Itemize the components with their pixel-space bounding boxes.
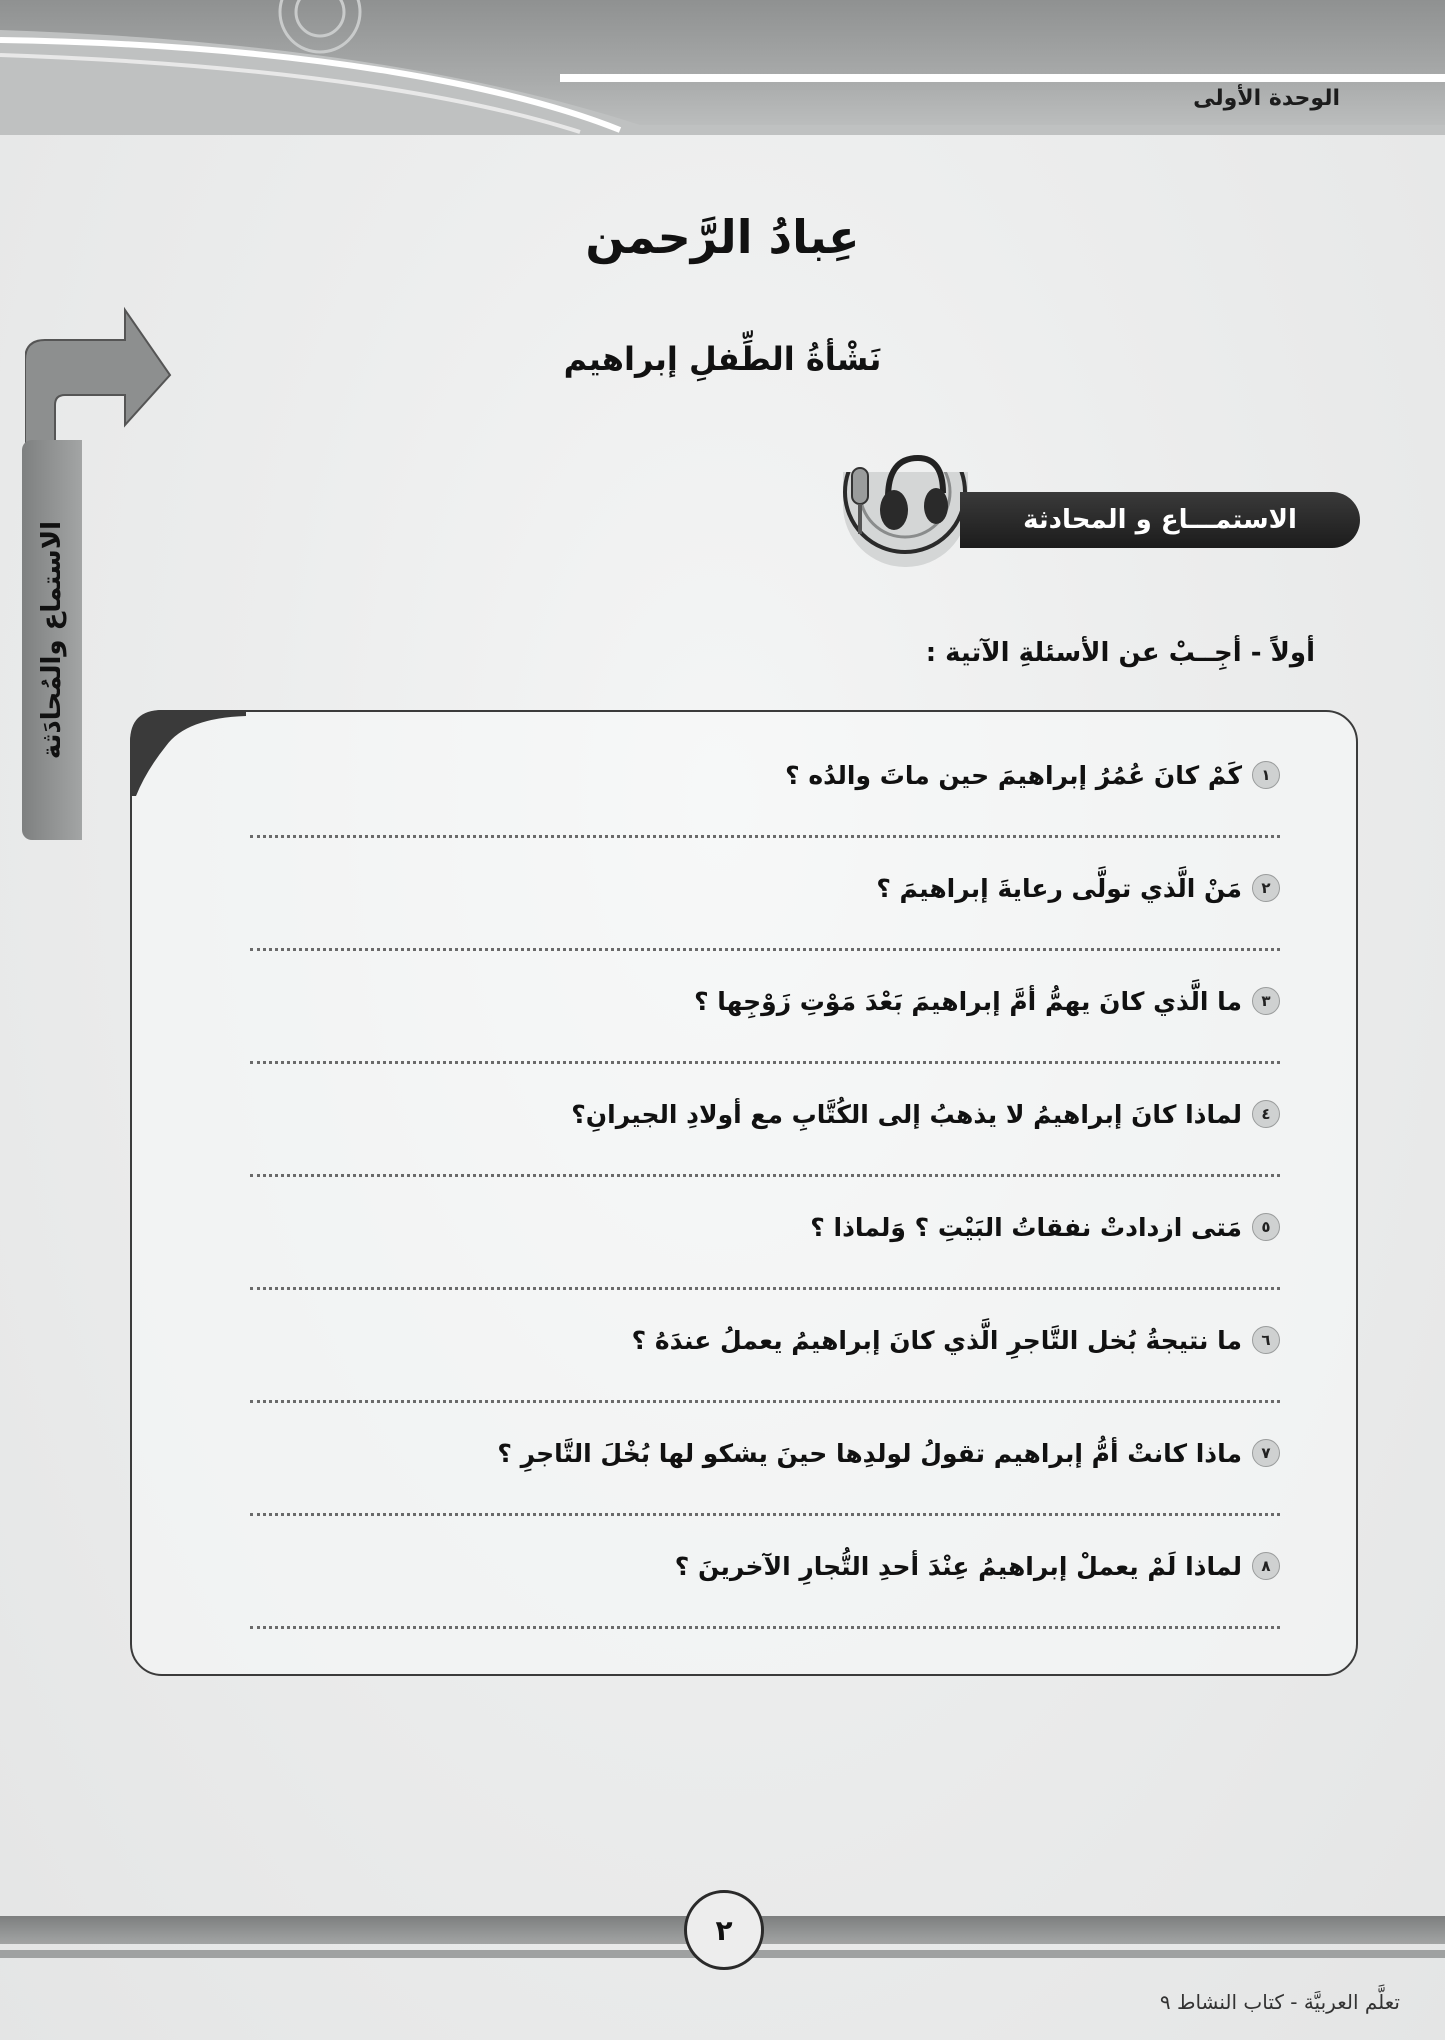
answer-line[interactable] (250, 1400, 1280, 1403)
question-text: مَتى ازدادتْ نفقاتُ البَيْتِ ؟ وَلماذا ؟ (810, 1212, 1242, 1242)
question-text: لماذا لَمْ يعملْ إبراهيمُ عِنْدَ أحدِ التُّجارِ الآخرينَ ؟ (674, 1551, 1242, 1581)
question-item-1 (240, 750, 1280, 863)
question-text: كَمْ كانَ عُمُرُ إبراهيمَ حين ماتَ والدُه ؟ (785, 760, 1242, 790)
question-item-8 (240, 1541, 1280, 1654)
question-item-2 (240, 863, 1280, 976)
page-number: ٢ (684, 1890, 764, 1970)
answer-line[interactable] (250, 835, 1280, 838)
answer-line[interactable] (250, 1174, 1280, 1177)
answer-line[interactable] (250, 1513, 1280, 1516)
question-number: ٥ (1252, 1213, 1280, 1241)
answer-line[interactable] (250, 948, 1280, 951)
question-item-6 (240, 1315, 1280, 1428)
questions-list (240, 750, 1280, 1654)
question-item-7 (240, 1428, 1280, 1541)
section-banner (960, 492, 1360, 548)
question-number: ٣ (1252, 987, 1280, 1015)
section-banner-label: الاستمـــاع و المحادثة (1023, 505, 1297, 535)
question-text: ما نتيجةُ بُخل التَّاجرِ الَّذي كانَ إبراهيمُ يعملُ عندَهُ ؟ (631, 1325, 1242, 1355)
question-text: لماذا كانَ إبراهيمُ لا يذهبُ إلى الكُتَّابِ مع أولادِ الجيرانِ؟ (571, 1099, 1242, 1129)
header-swoosh-decoration (0, 0, 1445, 135)
instruction-text: أولاً - أجِــبْ عن الأسئلةِ الآتية : (925, 638, 1315, 668)
box-corner-decoration (126, 706, 246, 796)
side-tab-label: الاستماع والمُحادَثة (37, 520, 67, 760)
answer-line[interactable] (250, 1626, 1280, 1629)
answer-line[interactable] (250, 1061, 1280, 1064)
side-arrow-icon (25, 305, 175, 445)
question-item-4 (240, 1089, 1280, 1202)
question-item-3 (240, 976, 1280, 1089)
question-item-5 (240, 1202, 1280, 1315)
unit-label: الوحدة الأولى (1193, 86, 1340, 111)
question-text: ماذا كانتْ أمُّ إبراهيم تقولُ لولدِها حينَ يشكو لها بُخْلَ التَّاجرِ ؟ (497, 1438, 1242, 1468)
book-title-footer: تعلَّم العربيَّة - كتاب النشاط ٩ (1159, 1990, 1400, 2014)
question-number: ١ (1252, 761, 1280, 789)
question-number: ٧ (1252, 1439, 1280, 1467)
headphones-microphone-icon (838, 448, 948, 544)
lesson-subtitle: نَشْأةُ الطِّفلِ إبراهيم (563, 340, 882, 378)
question-number: ٢ (1252, 874, 1280, 902)
answer-line[interactable] (250, 1287, 1280, 1290)
question-number: ٨ (1252, 1552, 1280, 1580)
question-text: ما الَّذي كانَ يهمُّ أمَّ إبراهيمَ بَعْدَ مَوْتِ زَوْجِها ؟ (694, 986, 1242, 1016)
question-number: ٤ (1252, 1100, 1280, 1128)
lesson-title: عِبادُ الرَّحمن (585, 210, 860, 264)
question-number: ٦ (1252, 1326, 1280, 1354)
side-section-tab (22, 440, 82, 840)
question-text: مَنْ الَّذي تولَّى رعايةَ إبراهيمَ ؟ (876, 873, 1242, 903)
